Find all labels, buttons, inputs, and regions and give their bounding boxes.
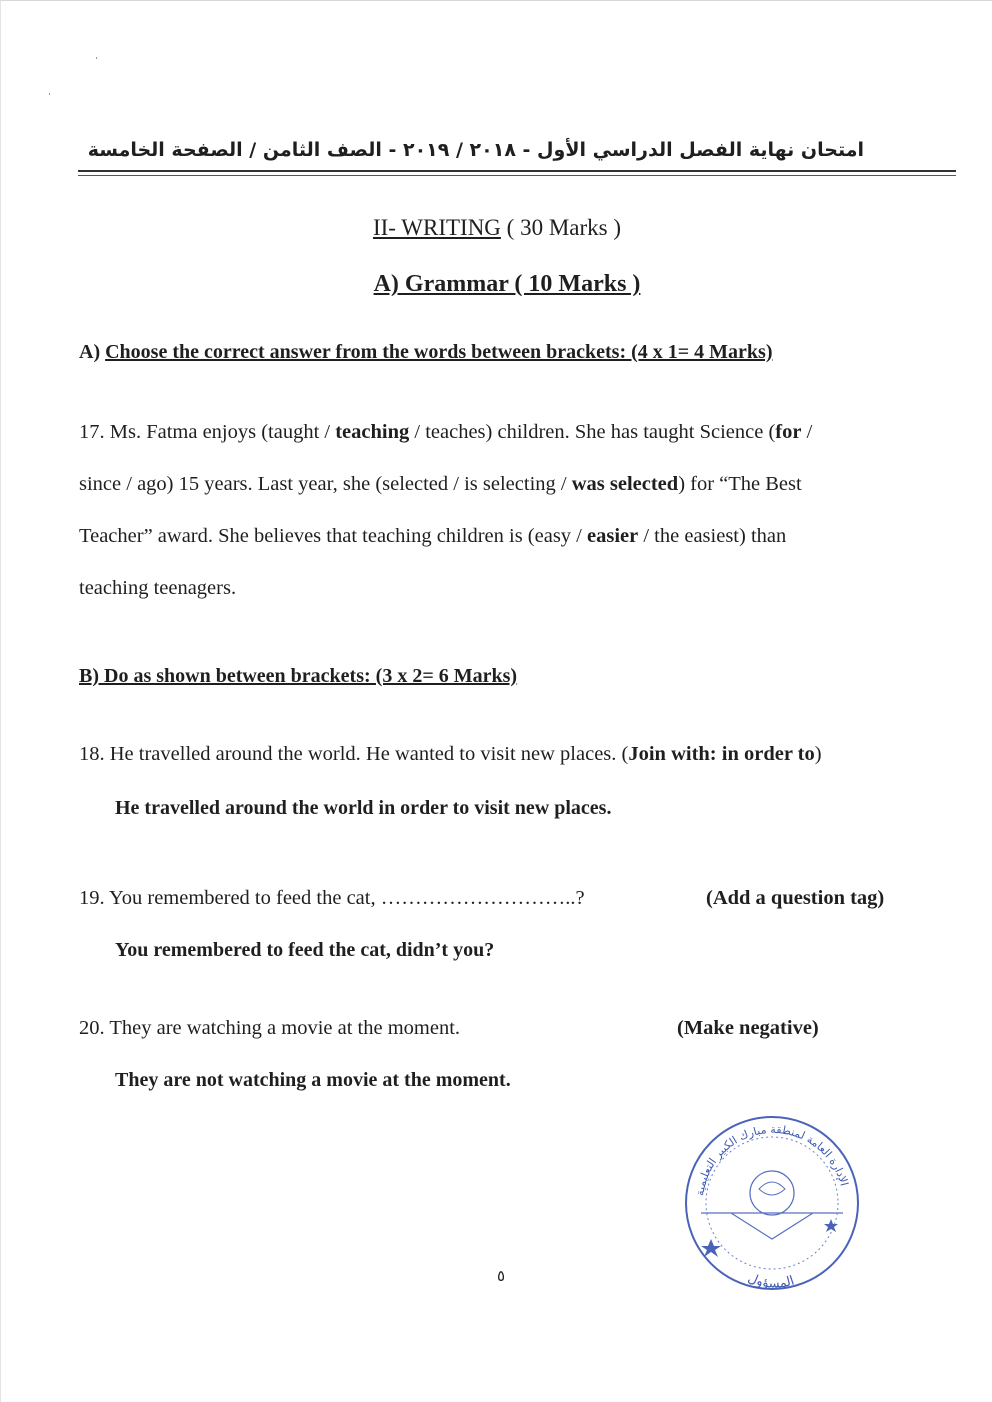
- answer-19: You remembered to feed the cat, didn’t you?: [115, 939, 495, 961]
- question-18-instruction: Join with: in order to: [628, 743, 815, 765]
- part-a-heading: [79, 341, 772, 364]
- scan-speck: [96, 57, 97, 59]
- header-divider: [78, 170, 956, 172]
- section-title-marks: ( 30 Marks ): [506, 215, 622, 240]
- answer-was-selected: was selected: [571, 473, 679, 495]
- header-divider-thin: [78, 175, 956, 176]
- stamp-emblem-icon: [750, 1171, 794, 1215]
- part-b-label: B): [79, 665, 99, 687]
- stamp-star-icon: [824, 1219, 838, 1232]
- question-18: 18. He travelled around the world. He wanted to visit new places. (Join with: in order to): [79, 743, 822, 765]
- question-19: 19. You remembered to feed the cat, ………………………..?: [79, 887, 585, 909]
- section-title: [1, 215, 992, 241]
- part-a-instruction: Choose the correct answer from the words between brackets: (4 x 1= 4 Marks): [105, 341, 773, 363]
- scan-speck: [49, 93, 50, 95]
- part-a-label: A): [79, 341, 106, 363]
- question-17-line-1: 17. Ms. Fatma enjoys (taught / teaching / teaches) children. She has taught Science (for /: [79, 421, 813, 443]
- page-number: ٥: [496, 1267, 506, 1285]
- question-17-line-4: teaching teenagers.: [79, 577, 237, 599]
- part-b-heading: [79, 665, 517, 688]
- stamp-text-bottom: المسؤول: [745, 1270, 797, 1292]
- answer-teaching: teaching: [335, 421, 410, 443]
- question-17-line-2: since / ago) 15 years. Last year, she (selected / is selecting / was selected) for “The Best: [79, 473, 802, 495]
- question-20-instruction: (Make negative): [677, 1017, 819, 1039]
- section-title-main: II- WRITING: [372, 215, 501, 240]
- stamp-text-top: الإدارة العامة لمنطقة مبارك الكبير التعليمية: [693, 1122, 851, 1197]
- question-17-line-3: Teacher” award. She believes that teaching children is (easy / easier / the easiest) than: [79, 525, 787, 547]
- answer-for: for: [775, 421, 802, 443]
- question-19-instruction: (Add a question tag): [706, 887, 885, 909]
- answer-20: They are not watching a movie at the moment.: [115, 1069, 511, 1091]
- page-header-arabic: امتحان نهاية الفصل الدراسي الأول - ٢٠١٨ / ٢٠١٩ - الصف الثامن / الصفحة الخامسة: [87, 139, 864, 161]
- answer-easier: easier: [587, 525, 639, 547]
- answer-18: He travelled around the world in order to visit new places.: [115, 797, 612, 819]
- section-subtitle: A) Grammar ( 10 Marks ): [373, 271, 641, 297]
- question-20: 20. They are watching a movie at the moment.: [79, 1017, 461, 1039]
- part-b-instruction: Do as shown between brackets: (3 x 2= 6 Marks): [99, 665, 518, 687]
